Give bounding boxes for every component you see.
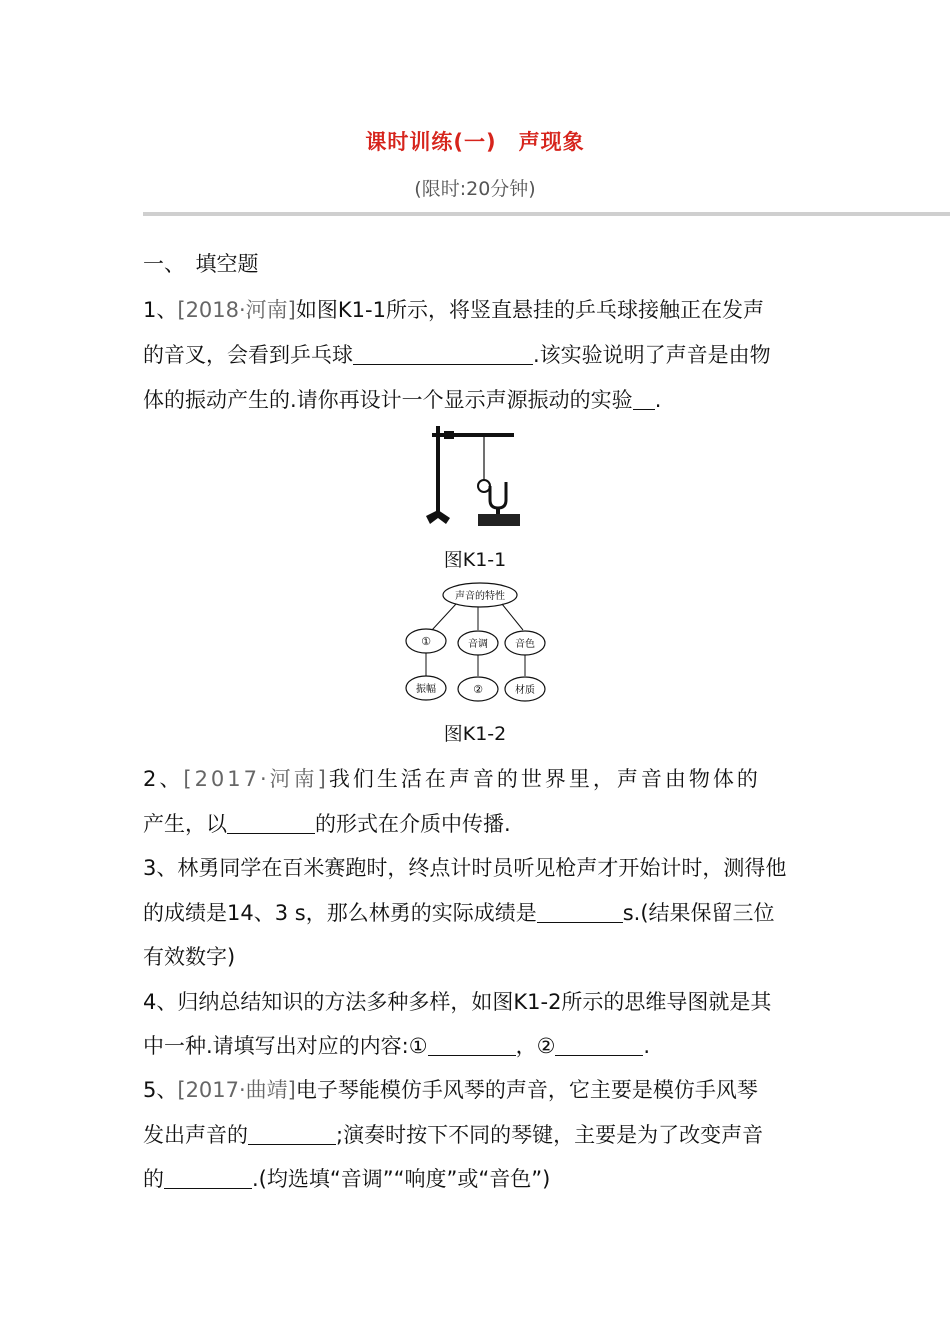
answer-blank[interactable]	[248, 1123, 336, 1145]
question-2-line-2	[143, 808, 511, 838]
question-text: 的成绩是14、3 s，那么林勇的实际成绩是	[143, 901, 537, 925]
question-source: [2017·河南]	[183, 767, 329, 791]
question-3-line-3: 有效数字)	[143, 945, 236, 969]
page-title: 课时训练(一) 声现象	[365, 130, 585, 154]
question-text: ，②	[515, 1034, 556, 1058]
answer-blank[interactable]	[537, 901, 623, 923]
answer-blank[interactable]	[633, 388, 655, 410]
time-limit: (限时:20分钟)	[414, 178, 536, 200]
question-text: s.(结果保留三位	[622, 901, 775, 925]
node-1-label: ①	[421, 635, 431, 648]
question-number: 5、	[143, 1078, 178, 1102]
answer-blank[interactable]	[428, 1034, 516, 1056]
question-3-line-2	[143, 897, 775, 927]
question-text: 的音叉，会看到乒乓球	[143, 343, 353, 367]
question-text: .	[643, 1034, 651, 1058]
node-4-label: 振幅	[416, 684, 436, 695]
question-number: 1、	[143, 298, 178, 322]
question-text: 的形式在介质中传播.	[315, 812, 511, 836]
section-heading: 一、 填空题	[143, 252, 259, 276]
question-3-line-1: 3、林勇同学在百米赛跑时，终点计时员听见枪声才开始计时，测得他	[143, 856, 787, 880]
mind-map-figure	[398, 578, 558, 706]
answer-blank[interactable]	[353, 343, 533, 365]
question-text: 电子琴能模仿手风琴的声音，它主要是模仿手风琴	[295, 1078, 758, 1102]
question-text: 的	[143, 1167, 164, 1191]
question-text: .	[654, 388, 662, 412]
question-text: 体的振动产生的.请你再设计一个显示声源振动的实验	[143, 388, 633, 412]
question-source: [2018·河南]	[177, 298, 296, 322]
question-2-line-1	[143, 763, 761, 793]
answer-blank[interactable]	[164, 1167, 252, 1189]
question-5-line-2	[143, 1119, 763, 1149]
figure-2-caption: 图K1-2	[443, 723, 507, 745]
question-text: 产生，以	[143, 812, 227, 836]
question-1-line-1	[143, 294, 764, 324]
clamp	[444, 431, 454, 439]
edge	[502, 604, 523, 630]
stand-pole	[436, 426, 440, 518]
root-label: 声音的特性	[455, 591, 505, 602]
node-6-label: 材质	[515, 685, 535, 696]
question-text: 我们生活在声音的世界里，声音由物体的	[328, 767, 761, 791]
question-1-line-2	[143, 339, 771, 369]
node-2-label: 音调	[468, 639, 488, 650]
answer-blank[interactable]	[555, 1034, 643, 1056]
node-5-label: ②	[473, 683, 483, 696]
question-text: 如图K1-1所示，将竖直悬挂的乒乓球接触正在发声	[295, 298, 764, 322]
tuning-fork	[490, 482, 506, 508]
tuning-fork-figure	[418, 420, 530, 532]
tuning-fork-stem	[496, 508, 500, 514]
question-5-line-1	[143, 1074, 758, 1104]
node-3-label: 音色	[515, 639, 535, 650]
resonance-box	[478, 514, 520, 526]
question-text: .该实验说明了声音是由物	[533, 343, 771, 367]
question-1-line-3	[143, 384, 661, 414]
question-text: .(均选填“音调”“响度”或“音色”)	[252, 1167, 551, 1191]
question-text: ;演奏时按下不同的琴键，主要是为了改变声音	[336, 1123, 764, 1147]
figure-1-caption: 图K1-1	[443, 549, 507, 571]
question-text: 中一种.请填写出对应的内容:①	[143, 1034, 428, 1058]
question-source: [2017·曲靖]	[177, 1078, 296, 1102]
ping-pong-ball	[478, 480, 490, 492]
answer-blank[interactable]	[227, 812, 315, 834]
header-divider	[143, 212, 950, 216]
question-text: 发出声音的	[143, 1123, 248, 1147]
question-5-line-3	[143, 1163, 550, 1193]
question-4-line-2	[143, 1030, 650, 1060]
question-4-line-1: 4、归纳总结知识的方法多种多样，如图K1-2所示的思维导图就是其	[143, 990, 772, 1014]
question-number: 2、	[143, 767, 184, 791]
edge	[432, 604, 456, 630]
stand-base	[426, 510, 450, 524]
